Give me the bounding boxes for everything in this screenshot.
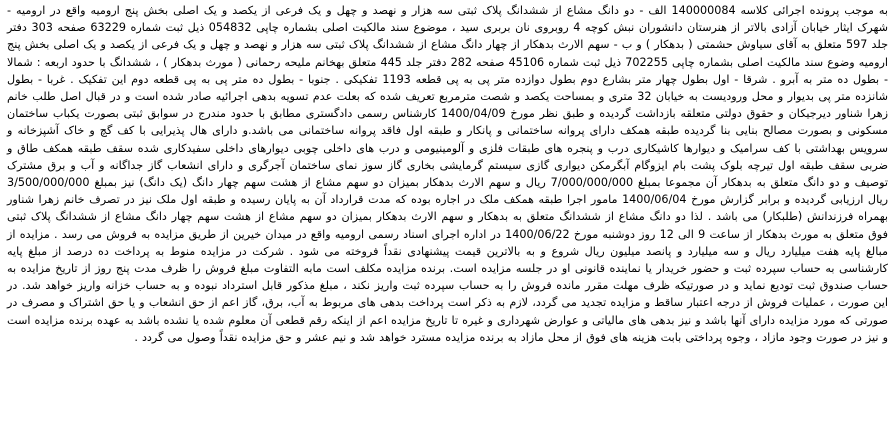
auction-notice-text: به موجب پرونده اجرائی کلاسه 140000084 الف - دو دانگ مشاع از ششدانگ پلاک ثبتی سه هزار و نهصد و چهل و یک فرعی از یکصد و یک اصلی بخش پنج ارومیه واقع در ارومیه - شهرک ایثار خیابان آزادی بالاتر از هنرستان دانشوران نبش کوچه 4 روبروی نان بربری سید ، موضوع سند مالکیت اصلی بشماره چاپی 054832 ذیل ثبت شماره 63229 صفحه 303 دفتر جلد 597 متعلق به آقای سیاوش حشمتی ( بدهکار ) و ب - سهم الارث بدهکار از چهار دانگ مشاع از ششدانگ پلاک ثبتی سه هزار و نهصد و چهل و یک فرعی از یکصد و یک اصلی بخش پنج ارومیه وضوع سند مالکیت اصلی بشماره چاپی 702255 ذیل ثبت شماره 45106 صفحه 282 دفتر جلد 445 متعلق بهخانم ملیحه رحمانی ( مورث بدهکار ) ، ششدانگ با حدود اربعه : شمالا - بطول ده متر به آبرو . شرقا - اول بطول چهار متر بشارع دوم بطول دوازده متر پی به پی قطعه 1193 تفکیکی . جنوبا - بطول ده متر پی به پی قطعه دوم این تفکیک . غربا - بطول شانزده متر پی بدیوار و محل ورودیست به خیابان 32 متری و بمساحت یکصد و شصت مترمربع تعریف شده که بعلت عدم تسویه بدهی اجرائیه صادر شده است و در قبال اصل طلب خانم زهرا شناور دیرجیکان و حقوق دولتی متعلقه بازداشت گردیده و طبق نظر مورخ 1400/04/09 کارشناس رسمی دادگستری مطابق با حدود مندرج در سوابق ثبتی بصورت یکباب ساختمان مسکونی و بصورت مصالح بنایی بنا گردیده طبقه همکف دارای پروانه ساختمانی و پانکار و طبقه اول فاقد پروانه ساختمانی می باشد.و دارای هال پذیرایی با کف گچ و خاک آشپزخانه و سرویس بهداشتی با کف سرامیک و دیوارها کاشیکاری درب و پنجره های طبقات فلزی و آلومینیومی و درب های داخلی چوبی دیوارهای داخلی سفیدکاری شده سقف طبقه همکف طاق و ضربی سقف طبقه اول تیرچه بلوک پشت بام ایزوگام آبگرمکن دیواری گازی سیستم گرمایشی بخاری گاز سوز نمای ساختمان آجرگری و دارای انشعاب گاز جداگانه و آب و برق مشترک توصیف و دو دانگ متعلق به بدهکار آن مجموعا بمبلغ 7/000/000/000 ریال و سهم الارث بدهکار بمیزان دو سهم مشاع از هشت سهم چهار دانگ (یک دانگ) نیز بمبلغ 3/500/000/000 ریال ارزیابی گردیده و برابر گزارش مورخ 1400/06/04 مامور اجرا طبقه همکف ملک در اجاره بوده که مدت قرارداد آن به پایان رسیده و طبقه اول ملک نیز در تصرف خانم زهرا شناور بهمراه فرزندانش (طلبکار) می باشد . لذا دو دانگ مشاع از ششدانگ متعلق به بدهکار و سهم الارث بدهکار بمیزان دو سهم مشاع از هشت سهم چهار دانگ مشاع از ششدانگ پلاک ثبتی فوق متعلق به مورث بدهکار از ساعت 9 الی 12 روز دوشنبه مورخ 1400/06/22 در اداره اجرای اسناد رسمی ارومیه واقع در میدان خیرین از طریق مزایده به فروش می رسد . مزایده از مبالغ پایه هفت میلیارد ریال و سه میلیارد و پانصد میلیون ریال شروع و به بالاترین قیمت پیشنهادی نقداً فروخته می شود . شرکت در مزایده منوط به پرداخت ده درصد از مبلغ پایه کارشناسی به حساب سپرده ثبت و حضور خریدار یا نماینده قانونی او در جلسه مزایده است. برنده مزایده مکلف است مابه التفاوت مبلغ فروش را ظرف مدت پنج روز از تاریخ مزایده به حساب صندوق ثبت تودیع نماید و در صورتیکه ظرف مهلت مقرر مانده فروش را به حساب سپرده ثبت واریز نکند ، مبلغ مذکور قابل استرداد نبوده و به حساب خزانه واریز خواهد شد. در این صورت ، عملیات فروش از درجه اعتبار ساقط و مزایده تجدید می گردد، لازم به ذکر است پرداخت بدهی های مربوط به آب، برق، گاز اعم از حق انشعاب و یا حق اشتراک و مصرف در صورتی که مورد مزایده دارای آنها باشد و نیز بدهی های مالیاتی و عوارض شهرداری و غیره تا تاریخ مزایده اعم از اینکه رقم قطعی آن معلوم شده یا نشده باشد به عهده برنده مزایده است و نیز در صورت وجود مازاد ، وجوه پرداختی بابت هزینه های فوق از محل مازاد به برنده مزایده مسترد خواهد شد و نیم عشر و حق مزایده نقداً وصول می گردد . — [7, 4, 888, 344]
